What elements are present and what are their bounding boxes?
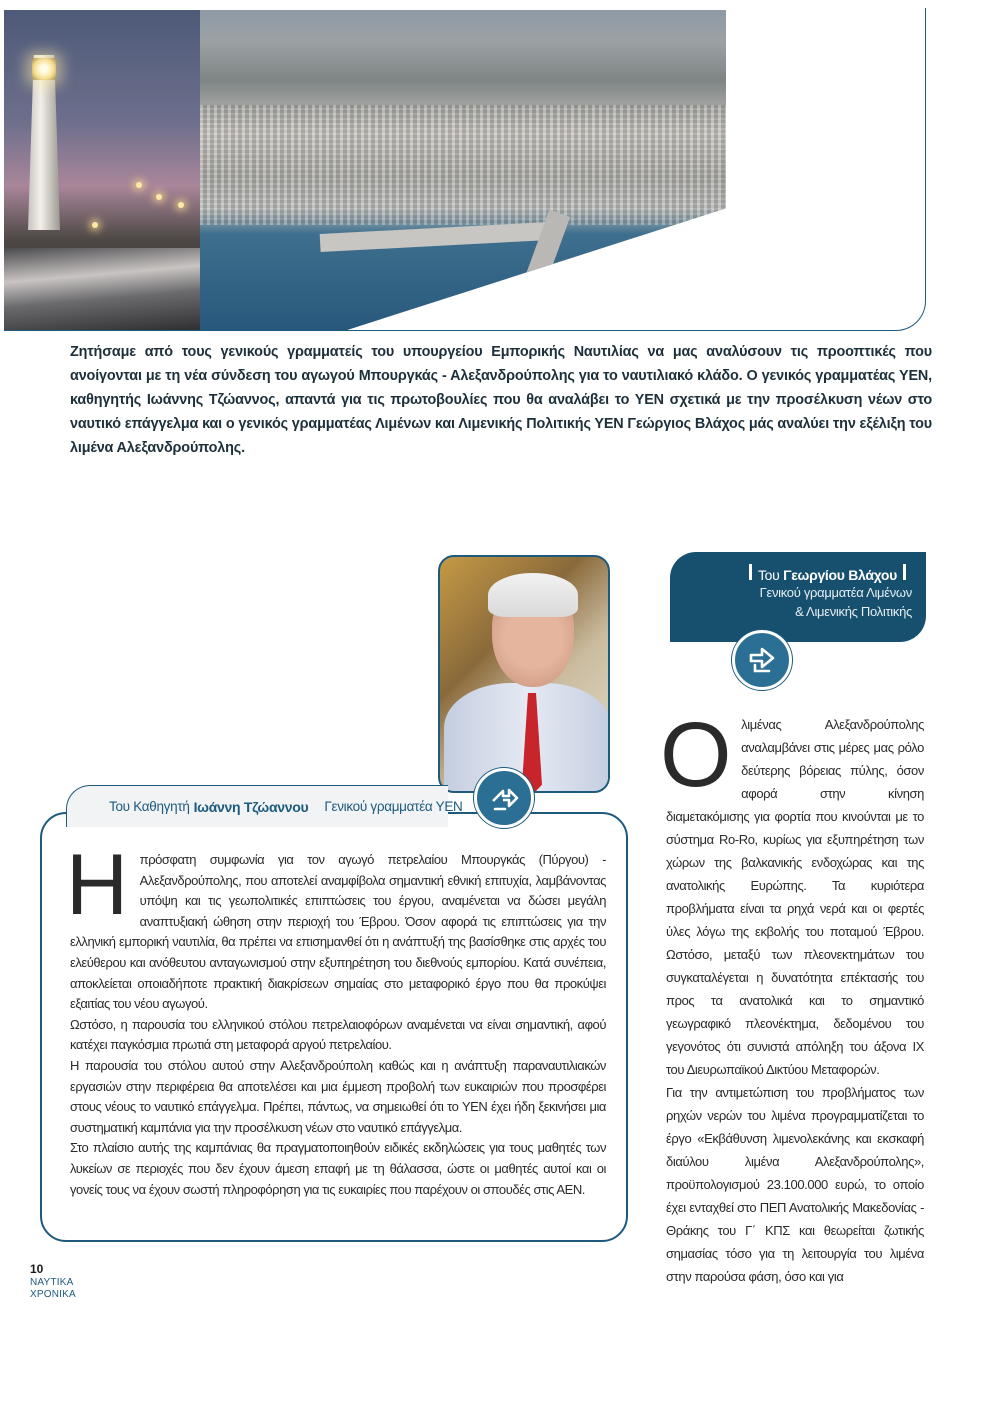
divider-bar bbox=[749, 564, 752, 580]
magazine-name bbox=[30, 1277, 76, 1301]
author2-dropcap: Ο bbox=[660, 704, 732, 806]
author2-name: Γεωργίου Βλάχου bbox=[783, 567, 897, 583]
road-light-trails bbox=[4, 248, 200, 330]
author1-prefix: Του Καθηγητή bbox=[109, 799, 190, 814]
street-light bbox=[136, 182, 142, 188]
download-arrow-icon bbox=[732, 630, 792, 690]
street-light bbox=[178, 202, 184, 208]
divider-bar bbox=[903, 564, 906, 580]
magazine-name-line2: ΧΡΟΝΙΚΑ bbox=[30, 1289, 76, 1300]
port-pier bbox=[320, 222, 551, 252]
author1-role: Γενικού γραμματέα ΥΕΝ bbox=[324, 799, 463, 814]
author1-paragraph: Η παρουσία του στόλου αυτού στην Αλεξανδρούπολη καθώς και η ανάπτυξη παραναυτιλιακών εργασιών στην περιφέρεια θα αποτελέσει και μια έμμεση προβολή των ευκαιριών που προσφέρει στους νέους το ναυτικό επάγγελμα. Πρέπει, πάντως, να σημειωθεί ότι το ΥΕΝ έχει ήδη ξεκινήσει μια συστηματική καμπάνια για την προσέλκυση νέων στο ναυτικό επάγγελμα. bbox=[70, 1057, 606, 1135]
author2-paragraph: λιμένας Αλεξανδρούπολης αναλαμβάνει στις μέρες μας ρόλο δεύτερης βόρειας πύλης, όσον αφορά στην κίνηση διαμετακόμισης για φορτία που κινούνται με το σύστημα Ro-Ro, κυρίως για εξυπηρέτηση των χώρων της βαλκανικής ενδοχώρας και της ανατολικής Ευρώπης. Τα κυριότερα προβλήματα είναι τα ρηχά νερά και οι φερτές ύλες λόγω της εκβολής του ποταμού Έβρου. Ωστόσο, μεταξύ των πλεονεκτημάτων του συγκαταλέγεται η δυνατότητα επέκτασής του προς τα ανατολικά και το σημαντικό γεωγραφικό πλεονέκτημα, δεδομένου του γεγονότος ότι συνιστά απόληξη του άξονα IX του Διευρωπαϊκού Δικτύου Μεταφορών. bbox=[666, 717, 924, 1077]
page-number: 10 bbox=[30, 1262, 44, 1276]
street-light bbox=[92, 222, 98, 228]
author1-name: Ιωάννη Τζώαννου bbox=[193, 798, 309, 815]
author1-paragraph: πρόσφατη συμφωνία για τον αγωγό πετρελαίου Μπουργκάς (Πύργου) - Αλεξανδρούπολης, που αποτελεί αναμφίβολα σημαντική εθνική επιτυχία, λαμβάνοντας υπόψη και τις γεωπολιτικές επιπτώσεις του έργου, αναμένεται να δώσει μεγάλη αναπτυξιακή ώθηση στην περιοχή του Έβρου. Όσον αφορά τις επιπτώσεις για την ελληνική εμπορική ναυτιλία, θα πρέπει να επισημανθεί ότι η ανάπτυξή της βασίσθηκε στις αρχές του ελεύθερου και ανόθευτου ανταγωνισμού στην εξυπηρέτηση του διεθνούς εμπορίου. Κατά συνέπεια, αποκλείεται οποιαδήποτε πρακτική διακρίσεων σημαίας στο μεταφορικό έργο που θα προκύψει εξαιτίας του νέου αγωγού. bbox=[70, 852, 606, 1012]
lighthouse-lamp bbox=[32, 58, 56, 80]
author2-paragraph: Για την αντιμετώπιση του προβλήματος των ρηχών νερών του λιμένα προγραμματίζεται το έργο «Εκβάθυνση λιμενολεκάνης και εκσκαφή διαύλου λιμένα Αλεξανδρούπολης», προϋπολογισμού 23.100.000 ευρώ, το οποίο έχει ενταχθεί στο ΠΕΠ Ανατολικής Μακεδονίας - Θράκης του Γ΄ ΚΠΣ και θεωρείται ζωτικής σημασίας τόσο για τη λειτουργία του λιμένα στην παρούσα φάση, όσο και για bbox=[666, 1085, 924, 1284]
author1-byline bbox=[66, 785, 463, 827]
intro-paragraph: Ζητήσαμε από τους γενικούς γραμματείς του υπουργείου Εμπορικής Ναυτιλίας να μας αναλύσουν τις προοπτικές που ανοίγονται με τη νέα σύνδεση του αγωγού Μπουργκάς - Αλεξανδρούπολης για το ναυτιλιακό κλάδο. Ο γενικός γραμματέας ΥΕΝ, καθηγητής Ιωάννης Τζώαννος, απαντά για τις πρωτοβουλίες που θα αναλάβει το ΥΕΝ σχετικά με την προσέλκυση νέων στο ναυτικό επάγγελμα και ο γενικός γραμματέας Λιμένων και Λιμενικής Πολιτικής ΥΕΝ Γεώργιος Βλάχος μάς αναλύει την εξέλιξη του λιμένα Αλεξανδρούπολης. bbox=[70, 344, 932, 456]
lighthouse-tower bbox=[28, 55, 60, 230]
portrait-hair bbox=[488, 573, 578, 617]
arrow-forward-icon-glyph bbox=[487, 781, 521, 815]
city-texture bbox=[200, 105, 726, 225]
author1-dropcap: Η bbox=[66, 837, 128, 933]
author2-role-line2: & Λιμενικής Πολιτικής bbox=[795, 604, 912, 619]
street-light bbox=[156, 194, 162, 200]
author2-article bbox=[660, 704, 924, 1288]
author2-byline-box bbox=[670, 552, 926, 642]
author2-prefix: Του bbox=[757, 567, 780, 583]
author1-paragraph: Ωστόσο, η παρουσία του ελληνικού στόλου πετρελαιοφόρων αναμένεται να είναι σημαντική, αφού κατέχει παγκόσμια πρωτιά στη μεταφορά αργού πετρελαίου. bbox=[70, 1016, 606, 1053]
author1-paragraph: Στο πλαίσιο αυτής της καμπάνιας θα πραγματοποιηθούν ειδικές εκδηλώσεις για τους μαθητές των λυκείων σε περιοχές που δεν έχουν άμεση επαφή με τη θάλασσα, ώστε οι μαθητές αυτοί και οι γονείς τους να έχουν σωστή πληροφόρηση για τις ευκαιρίες που παρέχουν οι σπουδές στις ΑΕΝ. bbox=[70, 1140, 606, 1197]
download-arrow-icon-glyph bbox=[745, 643, 779, 677]
author1-portrait-photo bbox=[438, 555, 610, 793]
arrow-forward-icon bbox=[474, 768, 534, 828]
author2-role-line1: Γενικού γραμματέα Λιμένων bbox=[759, 585, 912, 600]
magazine-name-line1: ΝΑΥΤΙΚΑ bbox=[30, 1277, 74, 1288]
author1-article bbox=[66, 837, 606, 1200]
author2-byline bbox=[670, 564, 912, 583]
lighthouse-photo bbox=[4, 10, 200, 330]
